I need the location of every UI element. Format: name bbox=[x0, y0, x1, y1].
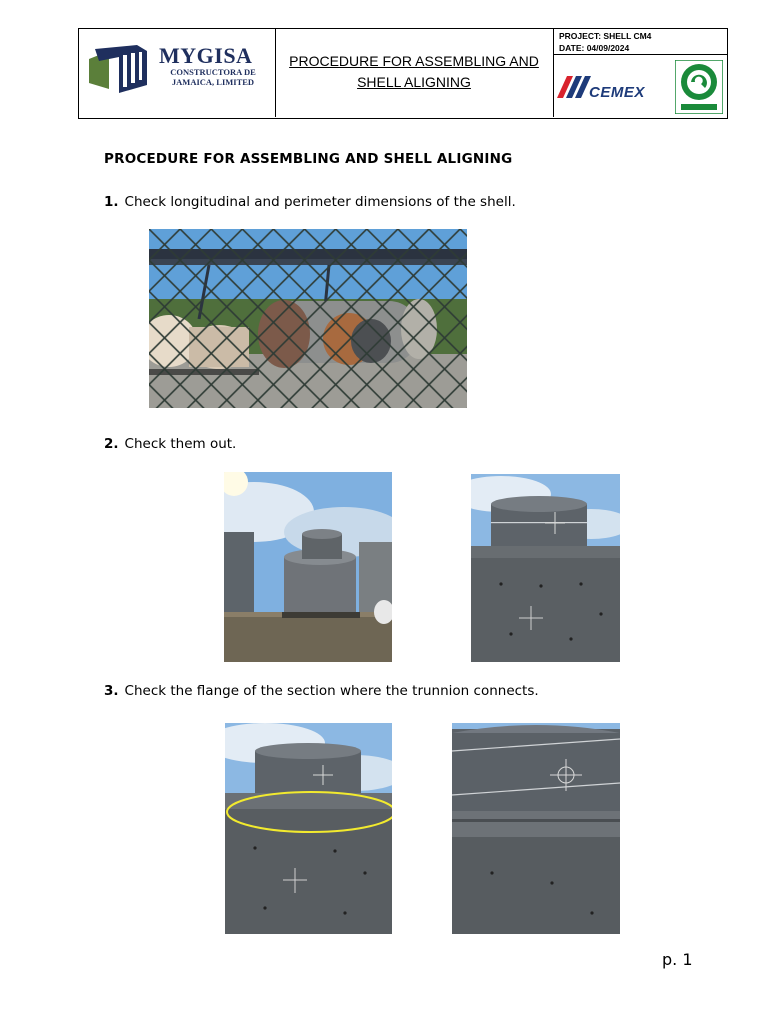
assembled-shell-wide-photo bbox=[224, 472, 392, 662]
cemex-logo-text: CEMEX bbox=[589, 84, 645, 101]
step-2-text: Check them out. bbox=[124, 436, 237, 452]
flange-highlighted-photo bbox=[225, 723, 392, 934]
page-number: p. 1 bbox=[662, 950, 693, 969]
header-meta bbox=[553, 29, 727, 55]
mygisa-logo bbox=[79, 29, 276, 117]
step-3 bbox=[104, 683, 539, 699]
project-label: PROJECT: SHELL CM4 bbox=[559, 31, 652, 41]
step-2-number: 2. bbox=[104, 436, 119, 452]
company-subtitle bbox=[159, 67, 267, 87]
shell-sections-behind-fence-photo bbox=[149, 229, 467, 408]
procedure-heading: PROCEDURE FOR ASSEMBLING AND SHELL ALIGNING bbox=[104, 151, 513, 167]
mygisa-emblem-icon bbox=[87, 43, 153, 95]
date-label: DATE: 04/09/2024 bbox=[559, 43, 630, 53]
step-3-number: 3. bbox=[104, 683, 119, 699]
header-title bbox=[275, 51, 553, 93]
step-3-text: Check the flange of the section where the trunnion connects. bbox=[124, 683, 539, 699]
partner-logos bbox=[553, 56, 727, 118]
step-1 bbox=[104, 194, 516, 210]
header-title-line2: SHELL ALIGNING bbox=[357, 74, 471, 90]
company-subtitle-line1: CONSTRUCTORA DE bbox=[170, 67, 256, 77]
document-header bbox=[78, 28, 728, 119]
cemex-logo-icon bbox=[557, 76, 593, 98]
flange-closeup-photo bbox=[452, 723, 620, 934]
company-name: MYGISA bbox=[159, 43, 253, 68]
header-title-cell bbox=[275, 29, 554, 117]
step-2 bbox=[104, 436, 236, 452]
header-title-line1: PROCEDURE FOR ASSEMBLING AND bbox=[289, 53, 539, 69]
carib-cement-logo-icon bbox=[675, 60, 723, 114]
step-1-number: 1. bbox=[104, 194, 119, 210]
company-subtitle-line2: JAMAICA, LIMITED bbox=[171, 77, 255, 87]
assembled-shell-closeup-photo bbox=[471, 474, 620, 662]
step-1-text: Check longitudinal and perimeter dimensions of the shell. bbox=[124, 194, 516, 210]
